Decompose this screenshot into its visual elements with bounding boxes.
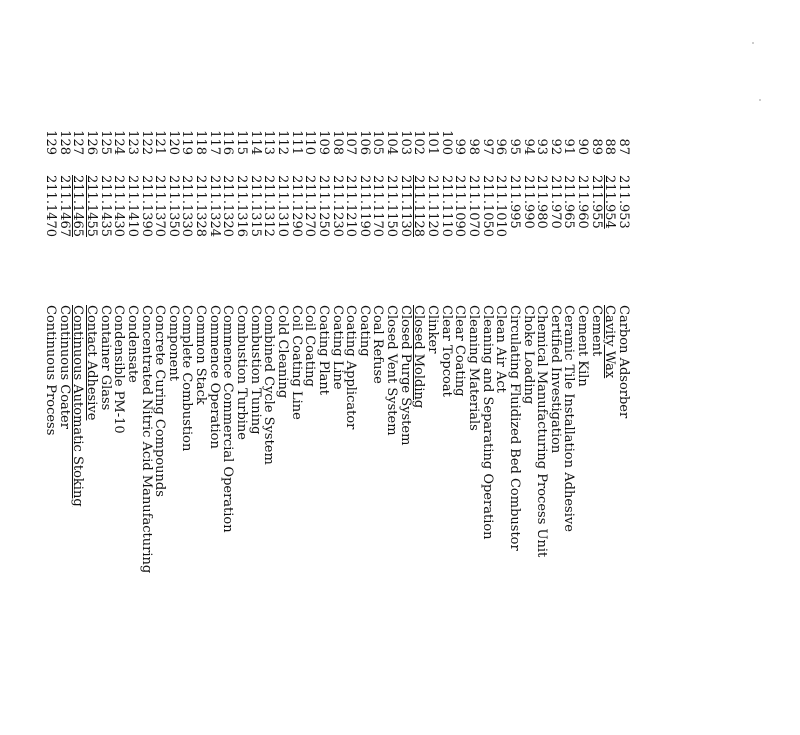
table-row — [344, 115, 358, 735]
section-code: 211.1128 — [411, 175, 427, 238]
section-number: 89 — [588, 138, 604, 155]
section-code: 211.1170 — [370, 175, 386, 238]
table-row — [330, 115, 344, 735]
section-code: 211.1250 — [315, 175, 331, 238]
definition-term: Circulating Fluidized Bed Combustor — [506, 305, 522, 551]
section-code: 211.1230 — [329, 175, 345, 238]
section-code: 211.965 — [561, 175, 577, 229]
section-code: 211.990 — [520, 175, 536, 229]
section-code: 211.1350 — [165, 175, 181, 238]
section-code: 211.1190 — [356, 175, 372, 238]
section-number: 100 — [438, 130, 454, 155]
section-number: 87 — [616, 138, 631, 155]
section-number: 107 — [343, 130, 359, 155]
definition-term: Combined Cycle System — [261, 305, 277, 465]
section-number: 90 — [575, 138, 591, 155]
section-number: 98 — [465, 138, 481, 155]
section-code: 211.1430 — [111, 175, 127, 238]
section-number: 123 — [124, 130, 140, 155]
table-row — [71, 115, 85, 735]
section-code: 211.1310 — [274, 175, 290, 238]
table-row — [125, 115, 139, 735]
definition-term: Cement Kiln — [575, 305, 591, 387]
definition-term: Continuous Process — [43, 305, 59, 436]
section-code: 211.1150 — [384, 175, 400, 238]
definition-term: Clinker — [425, 305, 441, 354]
definition-term: Closed Vent System — [384, 305, 400, 436]
section-code: 211.1270 — [302, 175, 318, 238]
table-row — [439, 115, 453, 735]
section-code: 211.1455 — [84, 175, 100, 238]
table-row — [589, 115, 603, 735]
section-code: 211.1070 — [465, 175, 481, 238]
definition-term: Common Stack — [193, 305, 209, 405]
section-code: 211.1328 — [193, 175, 209, 238]
definition-term: Coating Applicator — [343, 305, 359, 430]
definition-term: Cavity Wax — [602, 305, 618, 379]
definition-term: Condensible PM-10 — [111, 305, 127, 434]
section-number: 120 — [165, 130, 181, 155]
section-number: 103 — [397, 130, 413, 155]
section-number: 97 — [479, 138, 495, 155]
section-code: 211.1470 — [43, 175, 59, 238]
section-code: 211.953 — [616, 175, 631, 229]
table-row — [357, 115, 371, 735]
section-number: 92 — [547, 138, 563, 155]
section-number: 95 — [506, 138, 522, 155]
section-code: 211.1315 — [247, 175, 263, 238]
definitions-table — [43, 115, 630, 735]
section-number: 124 — [111, 130, 127, 155]
section-code: 211.1130 — [397, 175, 413, 238]
table-row — [303, 115, 317, 735]
definition-term: Choke Loading — [520, 305, 536, 405]
section-number: 127 — [70, 130, 86, 155]
section-code: 211.1110 — [438, 175, 454, 238]
definition-term: Cold Cleaning — [274, 305, 290, 399]
table-row — [262, 115, 276, 735]
table-row — [521, 115, 535, 735]
section-number: 93 — [534, 138, 550, 155]
table-row — [221, 115, 235, 735]
definition-term: Concrete Curing Compounds — [152, 305, 168, 497]
table-row — [466, 115, 480, 735]
definition-term: Coating Plant — [315, 305, 331, 395]
definition-term: Contact Adhesive — [84, 305, 100, 421]
section-number: 104 — [384, 130, 400, 155]
table-row — [480, 115, 494, 735]
definition-term: Continuous Automatic Stoking — [70, 305, 86, 507]
definition-term: Combustion Turbine — [234, 305, 250, 440]
section-code: 211.980 — [534, 175, 550, 229]
definition-term: Clear Topcoat — [438, 305, 454, 397]
definition-term: Complete Combustion — [179, 305, 195, 452]
table-row — [603, 115, 617, 735]
definition-term: Container Glass — [97, 305, 113, 411]
section-code: 211.1330 — [179, 175, 195, 238]
section-code: 211.1320 — [220, 175, 236, 238]
section-number: 111 — [288, 130, 304, 155]
table-row — [425, 115, 439, 735]
section-code: 211.1290 — [288, 175, 304, 238]
section-code: 211.1312 — [261, 175, 277, 238]
table-row — [507, 115, 521, 735]
definition-term: Coating Line — [329, 305, 345, 390]
table-row — [371, 115, 385, 735]
definition-term: Cleaning Materials — [465, 305, 481, 431]
section-code: 211.995 — [506, 175, 522, 229]
section-number: 94 — [520, 138, 536, 155]
definition-term: Continuous Coater — [56, 305, 72, 429]
table-row — [616, 115, 630, 735]
table-row — [248, 115, 262, 735]
section-code: 211.970 — [547, 175, 563, 229]
definition-term: Coal Refuse — [370, 305, 386, 384]
section-code: 211.1370 — [152, 175, 168, 238]
definition-term: Ceramic Tile Installation Adhesive — [561, 305, 577, 532]
section-code: 211.1210 — [343, 175, 359, 238]
section-number: 117 — [206, 130, 222, 155]
section-number: 125 — [97, 130, 113, 155]
section-number: 112 — [274, 130, 290, 155]
table-row — [494, 115, 508, 735]
section-number: 114 — [247, 130, 263, 155]
section-number: 96 — [493, 138, 509, 155]
table-row — [98, 115, 112, 735]
table-row — [289, 115, 303, 735]
section-code: 211.1050 — [479, 175, 495, 238]
section-number: 119 — [179, 130, 195, 155]
table-row — [180, 115, 194, 735]
definition-term: Clear Coating — [452, 305, 468, 397]
definition-term: Coil Coating Line — [288, 305, 304, 420]
section-code: 211.1120 — [425, 175, 441, 238]
section-number: 102 — [411, 130, 427, 155]
section-code: 211.954 — [602, 175, 618, 229]
definition-term: Closed Molding — [411, 305, 427, 409]
definition-term: Concentrated Nitric Acid Manufacturing — [138, 305, 154, 574]
section-number: 129 — [43, 130, 59, 155]
definition-term: Coating — [356, 305, 372, 357]
definition-term: Cleaning and Separating Operation — [479, 305, 495, 540]
section-number: 91 — [561, 138, 577, 155]
table-row — [166, 115, 180, 735]
definition-term: Commence Commercial Operation — [220, 305, 236, 533]
table-row — [84, 115, 98, 735]
table-row — [548, 115, 562, 735]
section-code: 211.1467 — [56, 175, 72, 238]
table-row — [562, 115, 576, 735]
table-row — [153, 115, 167, 735]
section-number: 118 — [193, 130, 209, 155]
section-number: 109 — [315, 130, 331, 155]
table-row — [384, 115, 398, 735]
section-number: 88 — [602, 138, 618, 155]
section-number: 128 — [56, 130, 72, 155]
section-number: 121 — [152, 130, 168, 155]
table-row — [43, 115, 57, 735]
definition-term: Coil Coating — [302, 305, 318, 387]
definition-term: Cement — [588, 305, 604, 357]
table-row — [316, 115, 330, 735]
section-number: 105 — [370, 130, 386, 155]
table-row — [275, 115, 289, 735]
definition-term: Combustion Tuning — [247, 305, 263, 435]
section-code: 211.1390 — [138, 175, 154, 238]
section-number: 108 — [329, 130, 345, 155]
section-number: 115 — [234, 130, 250, 155]
section-code: 211.1465 — [70, 175, 86, 238]
table-row — [207, 115, 221, 735]
section-code: 211.1324 — [206, 175, 222, 238]
table-row — [194, 115, 208, 735]
definition-term: Certified Investigation — [547, 305, 563, 454]
table-row — [57, 115, 71, 735]
section-number: 126 — [84, 130, 100, 155]
table-row — [234, 115, 248, 735]
table-row — [112, 115, 126, 735]
table-row — [535, 115, 549, 735]
section-number: 106 — [356, 130, 372, 155]
section-number: 101 — [425, 130, 441, 155]
section-code: 211.1316 — [234, 175, 250, 238]
definition-term: Chemical Manufacturing Process Unit — [534, 305, 550, 558]
section-code: 211.1010 — [493, 175, 509, 238]
section-number: 122 — [138, 130, 154, 155]
section-code: 211.955 — [588, 175, 604, 229]
definition-term: Clean Air Act — [493, 305, 509, 393]
table-row — [139, 115, 153, 735]
definition-term: Commence Operation — [206, 305, 222, 449]
section-number: 99 — [452, 138, 468, 155]
definition-term: Closed Purge System — [397, 305, 413, 446]
section-code: 211.1410 — [124, 175, 140, 238]
definition-term: Condensate — [124, 305, 140, 383]
definition-term: Component — [165, 305, 181, 381]
section-code: 211.960 — [575, 175, 591, 229]
table-row — [575, 115, 589, 735]
table-row — [398, 115, 412, 735]
definition-term: Carbon Adsorber — [616, 305, 631, 419]
table-row — [453, 115, 467, 735]
scan-speck — [752, 42, 754, 44]
section-number: 110 — [302, 130, 318, 155]
section-number: 116 — [220, 130, 236, 155]
section-number: 113 — [261, 130, 277, 155]
section-code: 211.1435 — [97, 175, 113, 238]
scan-speck — [759, 99, 761, 101]
table-row — [412, 115, 426, 735]
section-code: 211.1090 — [452, 175, 468, 238]
